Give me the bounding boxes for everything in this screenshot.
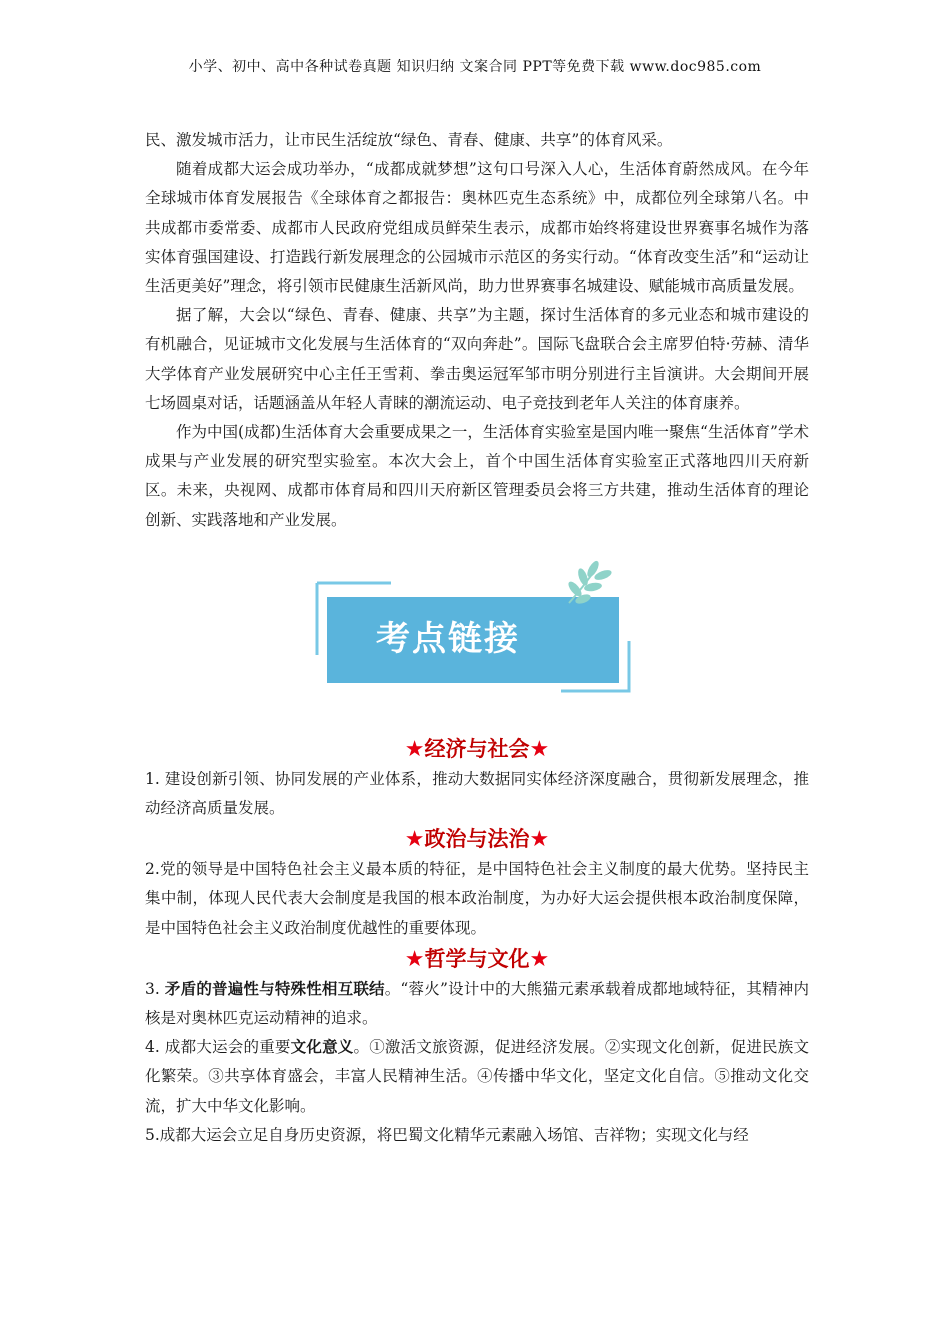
paragraph-3: 据了解，大会以“绿色、青春、健康、共享”为主题，探讨生活体育的多元业态和城市建设的有机融合，见证城市文化发展与生活体育的“双向奔赴”。国际飞盘联合会主席罗伯特·劳赫、清华大学体育产业发展研究中心主任王雪莉、拳击奥运冠军邹市明分别进行主旨演讲。大会期间开展七场圆桌对话，话题涵盖从年轻人青睐的潮流运动、电子竞技到老年人关注的体育康养。: [145, 306, 809, 412]
star-icon: ★: [529, 736, 550, 762]
star-icon: ★: [529, 827, 550, 853]
section-title-philosophy: ★哲学与文化★: [404, 946, 550, 972]
point-3: 3. 矛盾的普遍性与特殊性相互联结。“蓉火”设计中的大熊猫元素承载着成都地域特征，其精神内核是对奥林匹克运动精神的追求。: [145, 979, 809, 1028]
section-title-politics: ★政治与法治★: [404, 827, 550, 853]
star-icon: ★: [404, 827, 425, 853]
star-icon: ★: [404, 736, 425, 762]
paragraph-4: 作为中国(成都)生活体育大会重要成果之一，生活体育实验室是国内唯一聚焦“生活体育”学术成果与产业发展的研究型实验室。本次大会上，首个中国生活体育实验室正式落地四川天府新区。未来，央视网、成都市体育局和四川天府新区管理委员会将三方共建，推动生活体育的理论创新、实践落地和产业发展。: [145, 423, 809, 529]
point-4-keyword: 文化意义: [290, 1038, 354, 1057]
paragraph-2: 随着成都大运会成功举办，“成都成就梦想”这句口号深入人心，生活体育蔚然成风。在今年全球城市体育发展报告《全球体育之都报告：奥林匹克生态系统》中，成都位列全球第八名。中共成都市委常委、成都市人民政府党组成员鲜荣生表示，成都市始终将建设世界赛事名城作为落实体育强国建设、打造践行新发展理念的公园城市示范区的务实行动。“体育改变生活”和“运动让生活更美好”理念，将引领市民健康生活新风尚，助力世界赛事名城建设、赋能城市高质量发展。: [145, 160, 809, 296]
point-4: 4. 成都大运会的重要文化意义。①激活文旅资源，促进经济发展。②实现文化创新，促进民族文化繁荣。③共享体育盛会，丰富人民精神生活。④传播中华文化，坚定文化自信。⑤推动文化交流，扩大中华文化影响。: [145, 1038, 809, 1115]
star-icon: ★: [404, 946, 425, 972]
point-5: 5.成都大运会立足自身历史资源，将巴蜀文化精华元素融入场馆、吉祥物；实现文化与经: [145, 1125, 749, 1144]
point-3-keyword: 矛盾的普遍性与特殊性相互联结: [164, 979, 385, 998]
point-2: 2.党的领导是中国特色社会主义最本质的特征，是中国特色社会主义制度的最大优势。坚持民主集中制，体现人民代表大会制度是我国的根本政治制度，为办好大运会提供根本政治制度保障，是中国特色社会主义政治制度优越性的重要体现。: [145, 860, 809, 937]
kaodian-banner: [145, 557, 809, 715]
paragraph-1: 民、激发城市活力，让市民生活绽放“绿色、青春、健康、共享”的体育风采。: [145, 131, 673, 149]
point-1: 1. 建设创新引领、协同发展的产业体系，推动大数据同实体经济深度融合，贯彻新发展理念，推动经济高质量发展。: [145, 769, 809, 818]
banner-title: 考点链接: [376, 618, 520, 659]
page-header: 小学、初中、高中各种试卷真题 知识归纳 文案合同 PPT等免费下载 www.doc985.com: [188, 59, 762, 75]
section-title-economy: ★经济与社会★: [404, 736, 550, 762]
article-body: [145, 126, 809, 1150]
star-icon: ★: [529, 946, 550, 972]
